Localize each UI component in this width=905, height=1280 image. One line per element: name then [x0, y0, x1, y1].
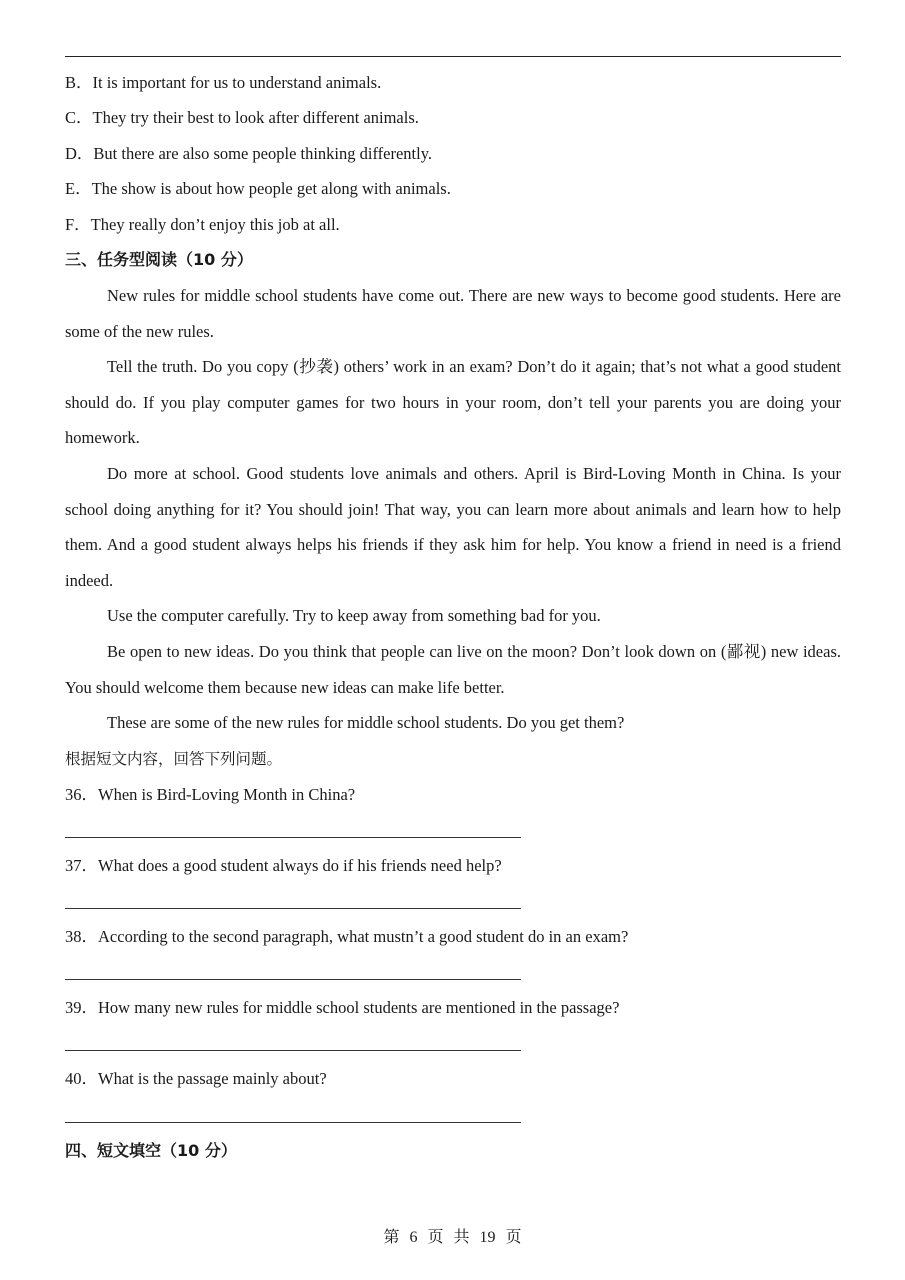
- answer-line-40[interactable]: [65, 1122, 521, 1123]
- question-38: 38．According to the second paragraph, what mustn’t a good student do in an exam?: [65, 927, 629, 946]
- option-b: B．It is important for us to understand animals.: [65, 73, 382, 92]
- instruction: 根据短文内容，回答下列问题。: [65, 750, 283, 768]
- option-d: D．But there are also some people thinking differently.: [65, 144, 433, 163]
- passage-paragraph-5: Be open to new ideas. Do you think that people can live on the moon? Don’t look down on (鄙视) new ideas. You should welcome them because new ideas can make life better.: [65, 642, 841, 697]
- option-c: C．They try their best to look after different animals.: [65, 108, 419, 127]
- header-rule: [65, 56, 841, 57]
- passage-paragraph-2: Tell the truth. Do you copy (抄袭) others’ work in an exam? Don’t do it again; that’s not what a good student should do. If you play computer games for two hours in your room, don’t tell your parents you are doing your homework.: [65, 357, 841, 448]
- answer-line-39[interactable]: [65, 1050, 521, 1051]
- answer-line-37[interactable]: [65, 908, 521, 909]
- question-37: 37．What does a good student always do if his friends need help?: [65, 856, 502, 875]
- answer-line-36[interactable]: [65, 837, 521, 838]
- question-36: 36．When is Bird-Loving Month in China?: [65, 785, 356, 804]
- section-4-title: 四、短文填空（10 分）: [65, 1141, 237, 1160]
- option-f: F．They really don’t enjoy this job at all.: [65, 215, 340, 234]
- passage-paragraph-6: These are some of the new rules for middle school students. Do you get them?: [107, 713, 625, 732]
- question-39: 39．How many new rules for middle school students are mentioned in the passage?: [65, 998, 620, 1017]
- passage-paragraph-4: Use the computer carefully. Try to keep away from something bad for you.: [107, 606, 601, 625]
- passage-paragraph-3: Do more at school. Good students love animals and others. April is Bird-Loving Month in China. Is your school doing anything for it? You should join! That way, you can learn more about animals and learn how to help them. And a good student always helps his friends if they ask him for help. You know a friend in need is a friend indeed.: [65, 464, 841, 590]
- passage-paragraph-1: New rules for middle school students have come out. There are new ways to become good students. Here are some of the new rules.: [65, 286, 841, 341]
- question-40: 40．What is the passage mainly about?: [65, 1069, 327, 1088]
- answer-line-38[interactable]: [65, 979, 521, 980]
- section-3-title: 三、任务型阅读（10 分）: [65, 250, 253, 269]
- option-e: E．The show is about how people get along with animals.: [65, 179, 451, 198]
- page-footer: 第 6 页 共 19 页: [383, 1229, 522, 1246]
